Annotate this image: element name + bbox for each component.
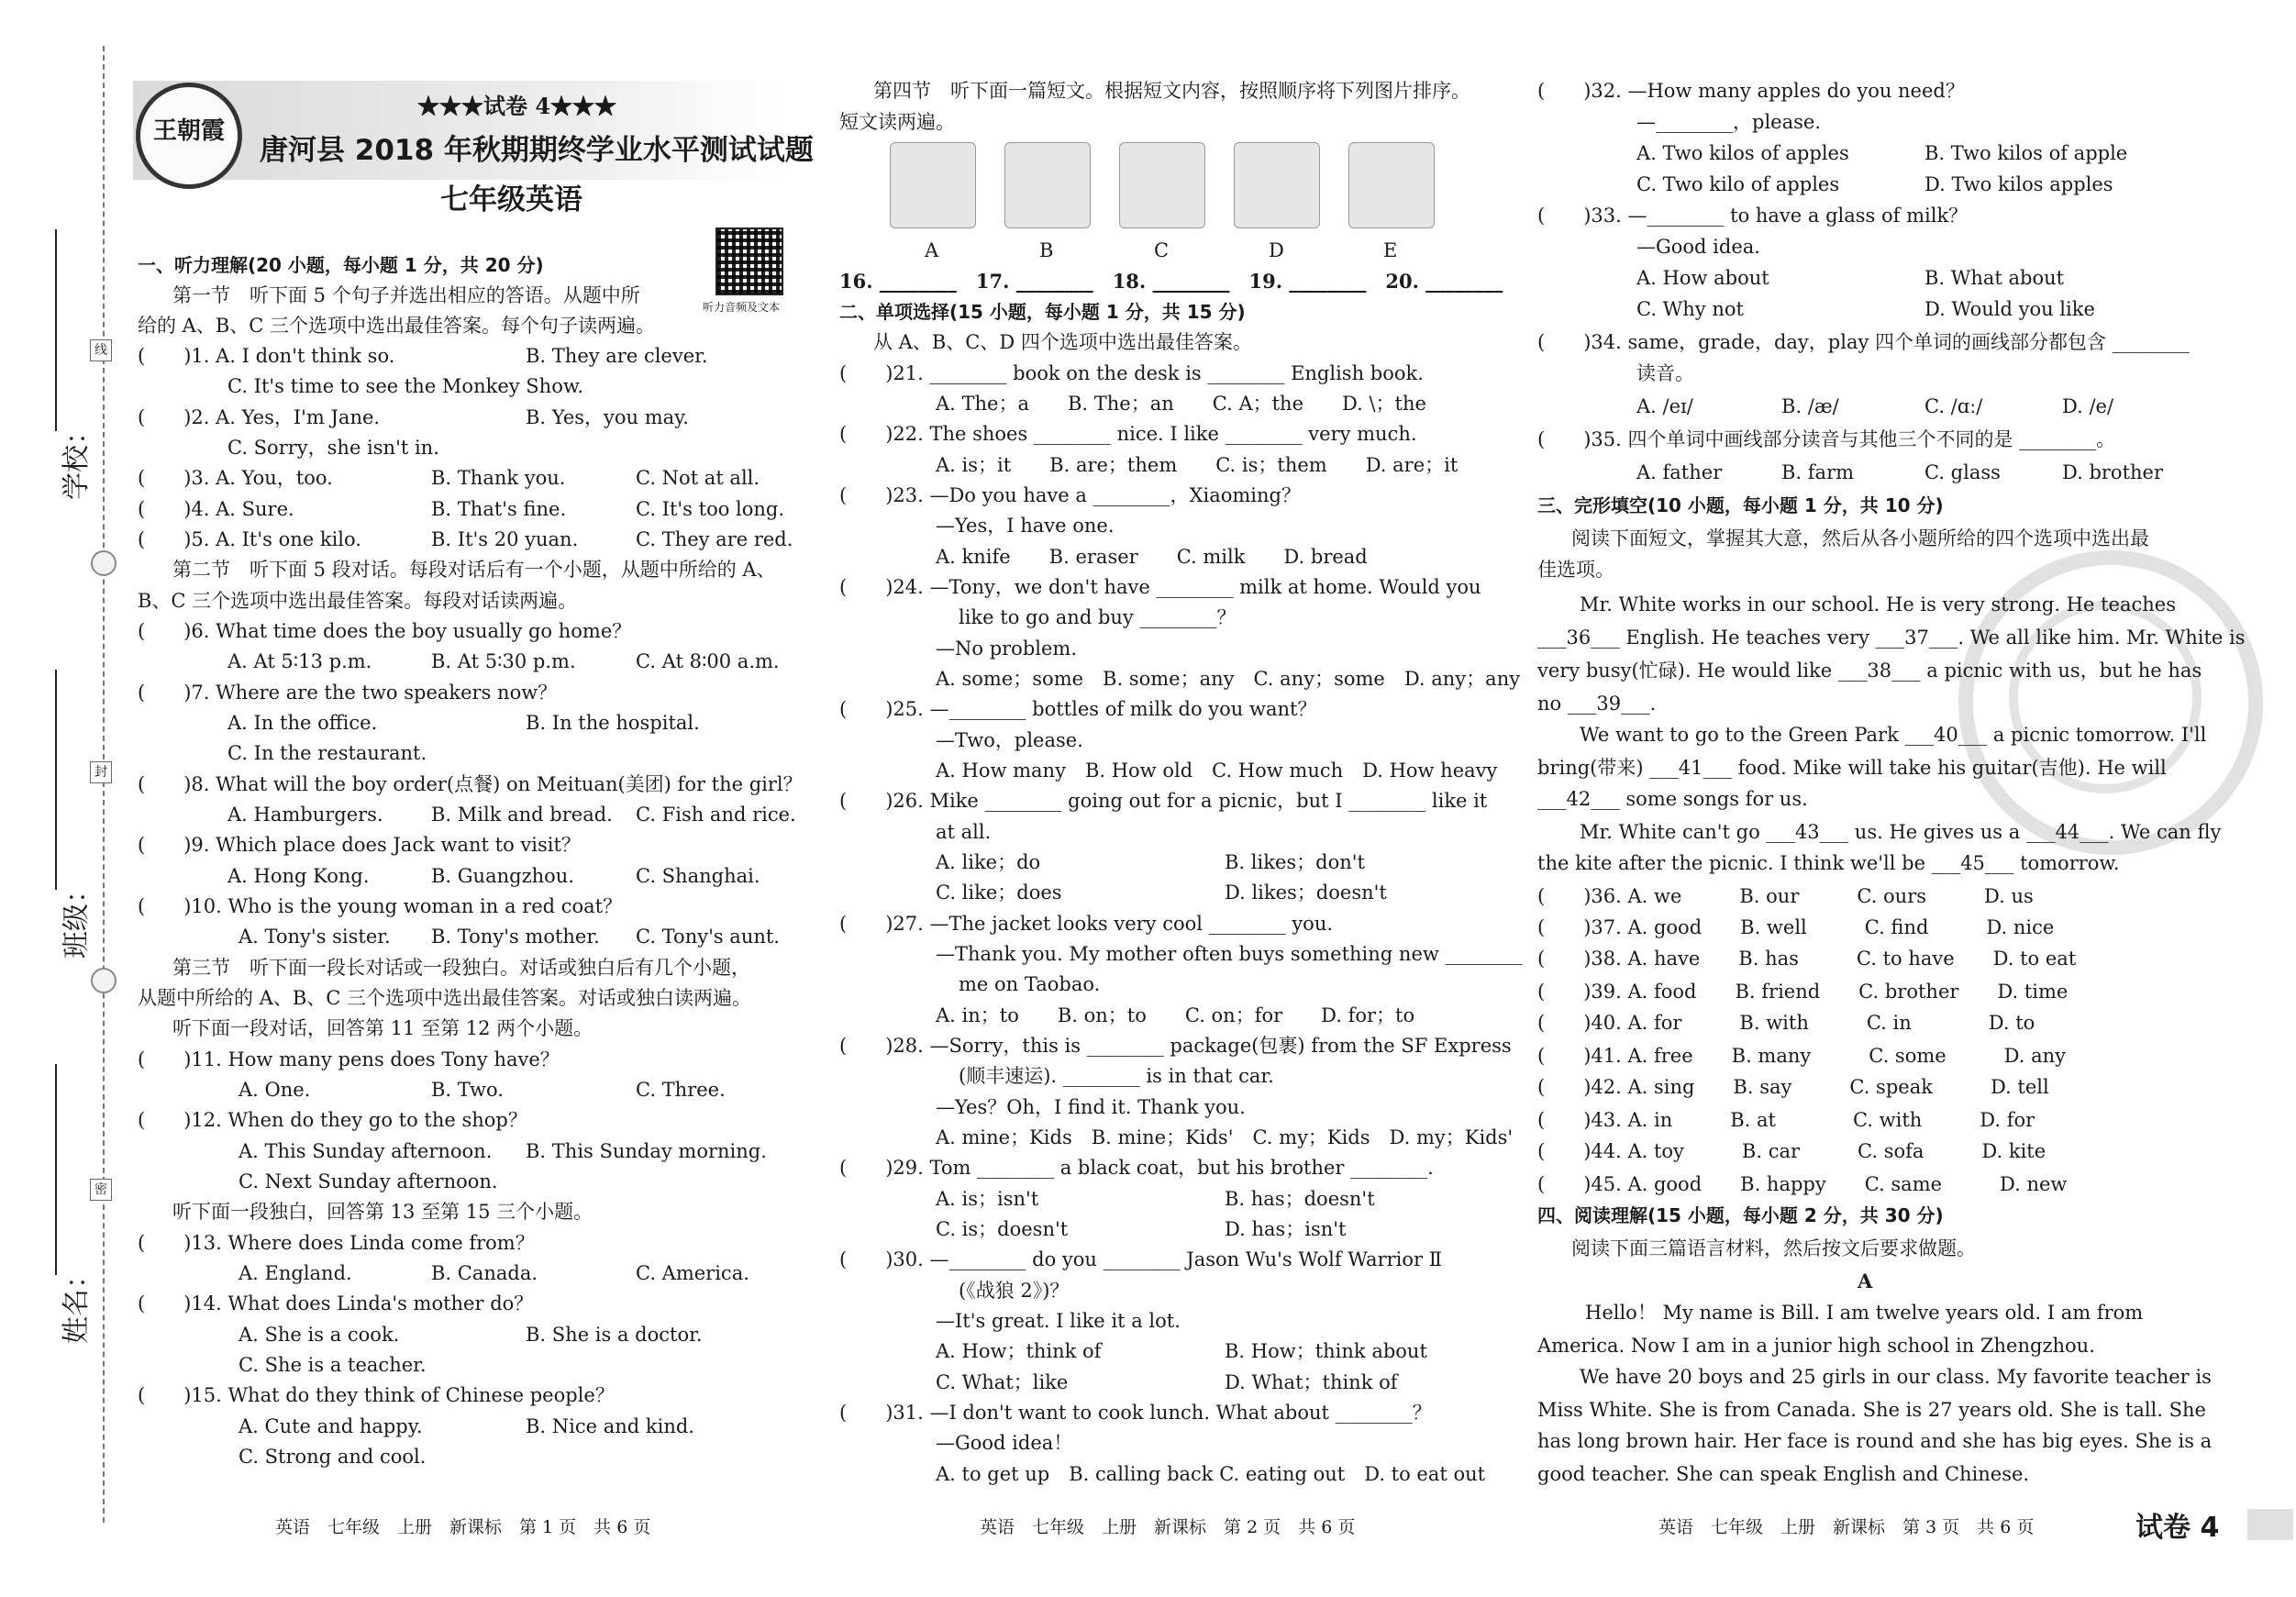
dialogue-line: —Thank you. My mother often buys something new ________ bbox=[936, 943, 1523, 965]
question-23[interactable]: ( )23. —Do you have a ________，Xiaoming？ bbox=[839, 484, 1301, 506]
question-15[interactable]: ( )15. What do they think of Chinese people？ bbox=[138, 1384, 615, 1406]
question-7[interactable]: ( )7. Where are the two speakers now？ bbox=[138, 682, 558, 704]
passage-line: bring(带来) ___41___ food. Mike will take his guitar(吉他). He will bbox=[1537, 757, 2167, 779]
option: A. Hamburgers. bbox=[227, 804, 383, 826]
question-14[interactable]: ( )14. What does Linda's mother do？ bbox=[138, 1292, 534, 1314]
question-1[interactable]: ( )1. A. I don't think so. bbox=[138, 345, 395, 367]
question-2[interactable]: ( )2. A. Yes，I'm Jane. bbox=[138, 406, 381, 428]
option: C. It's too long. bbox=[636, 498, 785, 520]
option: C. Two kilo of apples bbox=[1636, 173, 1840, 195]
option: A. /eɪ/ bbox=[1636, 395, 1693, 417]
picture-letter: E bbox=[1383, 239, 1398, 261]
passage-line: Miss White. She is from Canada. She is 27 years old. She is tall. She bbox=[1537, 1399, 2206, 1421]
question-26[interactable]: ( )26. Mike ________ going out for a picnic，but I ________ like it bbox=[839, 790, 1488, 812]
option: B. Yes，you may. bbox=[526, 406, 689, 428]
option: B. farm bbox=[1781, 461, 1855, 483]
passage-line: We have 20 boys and 25 girls in our class. My favorite teacher is bbox=[1580, 1366, 2212, 1388]
milk-carton-icon bbox=[1119, 142, 1205, 228]
option: B. Two. bbox=[431, 1079, 504, 1101]
option: B. Guangzhou. bbox=[431, 865, 575, 887]
instruction-text: 佳选项。 bbox=[1537, 559, 1614, 581]
qr-code-icon[interactable] bbox=[715, 227, 783, 295]
section-heading: 一、听力理解(20 小题，每小题 1 分，共 20 分) bbox=[138, 254, 544, 276]
question-45[interactable]: ( )45. A. good B. happy C. same D. new bbox=[1537, 1173, 2068, 1195]
option: A. At 5∶13 p.m. bbox=[227, 650, 372, 672]
option: C. Not at all. bbox=[636, 467, 760, 489]
option: B. Milk and bread. bbox=[431, 804, 613, 826]
option: A. Cute and happy. bbox=[238, 1415, 423, 1437]
name-field-label: 姓名： bbox=[61, 1261, 93, 1344]
question-28[interactable]: ( )28. —Sorry，this is ________ package(包裹) from the SF Express bbox=[839, 1035, 1512, 1057]
passage-line: very busy(忙碌). He would like ___38___ a picnic with us，but he has bbox=[1537, 660, 2202, 682]
option: D. What；think of bbox=[1225, 1371, 1398, 1393]
option: C. In the restaurant. bbox=[227, 742, 427, 764]
question-13[interactable]: ( )13. Where does Linda come from？ bbox=[138, 1232, 535, 1254]
option: B. It's 20 yuan. bbox=[431, 528, 579, 550]
passage-line: the kite after the picnic. I think we'll be ___45___ tomorrow. bbox=[1537, 852, 2120, 874]
passage-line: Mr. White can't go ___43___ us. He gives us a ___44___. We can fly bbox=[1580, 821, 2222, 843]
dialogue-line: 读音。 bbox=[1636, 362, 1694, 384]
dialogue-line: —It's great. I like it a lot. bbox=[936, 1310, 1181, 1332]
question-41[interactable]: ( )41. A. free B. many C. some D. any bbox=[1537, 1045, 2067, 1067]
question-35[interactable]: ( )35. 四个单词中画线部分读音与其他三个不同的是 ________。 bbox=[1537, 428, 2116, 450]
question-22[interactable]: ( )22. The shoes ________ nice. I like ________ very much. bbox=[839, 423, 1417, 445]
option: B. has；doesn't bbox=[1225, 1188, 1375, 1210]
option: B. Nice and kind. bbox=[526, 1415, 694, 1437]
question-9[interactable]: ( )9. Which place does Jack want to visit？ bbox=[138, 834, 581, 856]
passage-label: A bbox=[1858, 1270, 1873, 1292]
option: C. She is a teacher. bbox=[238, 1354, 427, 1376]
passage-line: America. Now I am in a junior high school in Zhengzhou. bbox=[1537, 1335, 2095, 1357]
option: C. Why not bbox=[1636, 298, 1744, 320]
option: A. is；isn't bbox=[936, 1188, 1039, 1210]
dialogue-line: —________，please. bbox=[1636, 111, 1821, 133]
option: C. glass bbox=[1924, 461, 2001, 483]
instruction-text: 短文读两遍。 bbox=[839, 111, 955, 133]
option: A. England. bbox=[238, 1262, 352, 1284]
picture-letter: C bbox=[1154, 239, 1170, 261]
option: C. like；does bbox=[936, 882, 1062, 904]
option: A. Two kilos of apples bbox=[1636, 142, 1849, 164]
question-39[interactable]: ( )39. A. food B. friend C. brother D. time bbox=[1537, 981, 2069, 1003]
question-40[interactable]: ( )40. A. for B. with C. in D. to bbox=[1537, 1012, 2035, 1034]
option-row: A. is；it B. are；them C. is；them D. are；it bbox=[936, 454, 1459, 476]
instruction-text: 第二节 听下面 5 段对话。每段对话后有一个小题，从题中所给的 A、 bbox=[172, 559, 776, 581]
question-29[interactable]: ( )29. Tom ________ a black coat，but his brother ________. bbox=[839, 1157, 1434, 1179]
option: C. Next Sunday afternoon. bbox=[238, 1170, 498, 1192]
instruction-text: 听下面一段独白，回答第 13 至第 15 三个小题。 bbox=[172, 1201, 593, 1223]
brand-logo: 王朝霞 bbox=[136, 83, 242, 189]
option-row: A. in；to B. on；to C. on；for D. for；to bbox=[936, 1004, 1415, 1026]
seal-mark-feng: 封 bbox=[90, 761, 112, 783]
option-row: A. knife B. eraser C. milk D. bread bbox=[936, 546, 1368, 568]
school-field-label: 学校： bbox=[61, 417, 93, 500]
option: B. This Sunday morning. bbox=[526, 1140, 767, 1162]
question-12[interactable]: ( )12. When do they go to the shop？ bbox=[138, 1109, 527, 1131]
option: C. Shanghai. bbox=[636, 865, 760, 887]
seal-punch-hole bbox=[91, 968, 116, 993]
option: B. What about bbox=[1924, 267, 2065, 289]
option: C. America. bbox=[636, 1262, 749, 1284]
dialogue-line: like to go and buy ________？ bbox=[959, 606, 1237, 628]
instruction-text: 第四节 听下面一篇短文。根据短文内容，按照顺序将下列图片排序。 bbox=[873, 80, 1470, 102]
dialogue-line: (《战狼 2》)？ bbox=[959, 1280, 1070, 1302]
picture-letter: D bbox=[1269, 239, 1284, 261]
option-row: A. some；some B. some；any C. any；some D. any；any bbox=[936, 668, 1521, 690]
option: A. One. bbox=[238, 1079, 311, 1101]
option: C. It's time to see the Monkey Show. bbox=[227, 375, 584, 397]
passage-line: has long brown hair. Her face is round and she has big eyes. She is a bbox=[1537, 1430, 2213, 1452]
picture-letter: B bbox=[1039, 239, 1054, 261]
option: B. Two kilos of apple bbox=[1924, 142, 2128, 164]
page-footer: 英语 七年级 上册 新课标 第 3 页 共 6 页 bbox=[1658, 1517, 2035, 1537]
eggs-icon bbox=[1004, 142, 1091, 228]
option: B. Canada. bbox=[431, 1262, 538, 1284]
section-heading: 二、单项选择(15 小题，每小题 1 分，共 15 分) bbox=[839, 301, 1246, 323]
option-row: A. How many B. How old C. How much D. How heavy bbox=[936, 760, 1498, 782]
sneakers-icon bbox=[1348, 142, 1435, 228]
picture-letter: A bbox=[925, 239, 939, 261]
question-37[interactable]: ( )37. A. good B. well C. find D. nice bbox=[1537, 916, 2055, 938]
name-field-line[interactable] bbox=[55, 1064, 57, 1275]
option-row: A. mine；Kids B. mine；Kids' C. my；Kids D. my；Kids' bbox=[936, 1126, 1514, 1148]
school-field-line[interactable] bbox=[55, 229, 57, 431]
instruction-text: 给的 A、B、C 三个选项中选出最佳答案。每个句子读两遍。 bbox=[138, 315, 656, 337]
dress-icon bbox=[890, 142, 976, 228]
exam-title: 唐河县 2018 年秋期期终学业水平测试试题 bbox=[260, 134, 814, 167]
dialogue-line: —Good idea. bbox=[1636, 236, 1760, 258]
option: A. How；think of bbox=[936, 1340, 1102, 1362]
seal-punch-hole bbox=[91, 550, 116, 576]
question-43[interactable]: ( )43. A. in B. at C. with D. for bbox=[1537, 1109, 2035, 1131]
question-42[interactable]: ( )42. A. sing B. say C. speak D. tell bbox=[1537, 1076, 2049, 1098]
instruction-text: 从 A、B、C、D 四个选项中选出最佳答案。 bbox=[873, 331, 1252, 353]
question-30[interactable]: ( )30. —________ do you ________ Jason Wu's Wolf Warrior Ⅱ bbox=[839, 1248, 1442, 1270]
passage-line: good teacher. She can speak English and Chinese. bbox=[1537, 1463, 2030, 1485]
option: B. She is a doctor. bbox=[526, 1324, 703, 1346]
option: B. likes；don't bbox=[1225, 851, 1365, 873]
question-31[interactable]: ( )31. —I don't want to cook lunch. What about ________？ bbox=[839, 1402, 1432, 1424]
option: B. That's fine. bbox=[431, 498, 567, 520]
option: B. /æ/ bbox=[1781, 395, 1839, 417]
option: C. They are red. bbox=[636, 528, 793, 550]
instruction-text: 从题中所给的 A、B、C 三个选项中选出最佳答案。对话或独白读两遍。 bbox=[138, 987, 752, 1009]
exam-subtitle: 七年级英语 bbox=[440, 183, 582, 216]
question-4[interactable]: ( )4. A. Sure. bbox=[138, 498, 294, 520]
dialogue-line: —Good idea！ bbox=[936, 1432, 1073, 1454]
question-33[interactable]: ( )33. —________ to have a glass of milk？ bbox=[1537, 205, 1969, 227]
option: D. Two kilos apples bbox=[1924, 173, 2113, 195]
option: C. is；doesn't bbox=[936, 1218, 1069, 1240]
instruction-text: 阅读下面三篇语言材料，然后按文后要求做题。 bbox=[1571, 1237, 1976, 1259]
question-32[interactable]: ( )32. —How many apples do you need？ bbox=[1537, 80, 1965, 102]
option: D. likes；doesn't bbox=[1225, 882, 1387, 904]
question-36[interactable]: ( )36. A. we B. our C. ours D. us bbox=[1537, 885, 2034, 907]
dialogue-line: me on Taobao. bbox=[959, 973, 1101, 995]
option: D. brother bbox=[2062, 461, 2163, 483]
question-44[interactable]: ( )44. A. toy B. car C. sofa D. kite bbox=[1537, 1140, 2046, 1162]
question-27[interactable]: ( )27. —The jacket looks very cool ________ you. bbox=[839, 913, 1334, 935]
question-10[interactable]: ( )10. Who is the young woman in a red coat？ bbox=[138, 895, 623, 917]
dialogue-line: (顺丰速运). ________ is in that car. bbox=[959, 1065, 1274, 1087]
question-34[interactable]: ( )34. same，grade，day，play 四个单词的画线部分都包含 ________ bbox=[1537, 331, 2190, 353]
passage-line: We want to go to the Green Park ___40___ a picnic tomorrow. I'll bbox=[1580, 724, 2207, 746]
instruction-text: 第三节 听下面一段长对话或一段独白。对话或独白后有几个小题， bbox=[172, 957, 750, 979]
class-field-line[interactable] bbox=[55, 670, 57, 890]
option: B. Thank you. bbox=[431, 467, 566, 489]
dialogue-line: at all. bbox=[936, 821, 992, 843]
instruction-text: 听下面一段对话，回答第 11 至第 12 两个小题。 bbox=[172, 1017, 593, 1039]
option: C. Sorry，she isn't in. bbox=[227, 437, 439, 459]
question-3[interactable]: ( )3. A. You，too. bbox=[138, 467, 333, 489]
page-footer: 英语 七年级 上册 新课标 第 1 页 共 6 页 bbox=[275, 1517, 651, 1537]
option: A. In the office. bbox=[227, 712, 378, 734]
option: B. Tony's mother. bbox=[431, 926, 600, 948]
option: C. /ɑː/ bbox=[1924, 395, 1983, 417]
question-11[interactable]: ( )11. How many pens does Tony have？ bbox=[138, 1048, 560, 1070]
option: C. What；like bbox=[936, 1371, 1069, 1393]
page-footer: 英语 七年级 上册 新课标 第 2 页 共 6 页 bbox=[980, 1517, 1356, 1537]
passage-line: Mr. White works in our school. He is very strong. He teaches bbox=[1580, 593, 2176, 616]
paper-series: ★★★试卷 4★★★ bbox=[417, 93, 617, 119]
question-24[interactable]: ( )24. —Tony，we don't have ________ milk at home. Would you bbox=[839, 576, 1481, 598]
option: A. like；do bbox=[936, 851, 1041, 873]
option: C. Tony's aunt. bbox=[636, 926, 780, 948]
option: B. In the hospital. bbox=[526, 712, 700, 734]
option: B. How；think about bbox=[1225, 1340, 1427, 1362]
coat-icon bbox=[1234, 142, 1320, 228]
section-heading: 四、阅读理解(15 小题，每小题 2 分，共 30 分) bbox=[1537, 1204, 1944, 1226]
option: C. At 8∶00 a.m. bbox=[636, 650, 780, 672]
answer-blanks-16-20[interactable]: 16. ________ 17. ________ 18. ________ 19. ________ 20. ________ bbox=[839, 270, 1503, 293]
dialogue-line: —Yes，I have one. bbox=[936, 515, 1115, 537]
instruction-text: B、C 三个选项中选出最佳答案。每段对话读两遍。 bbox=[138, 590, 578, 612]
instruction-text: 阅读下面短文，掌握其大意，然后从各小题所给的四个选项中选出最 bbox=[1571, 527, 2149, 549]
corner-paper-tag: 试卷 4 bbox=[2135, 1512, 2220, 1544]
option-row: A. The；a B. The；an C. A；the D. \；the bbox=[936, 393, 1426, 415]
option: A. She is a cook. bbox=[238, 1324, 400, 1346]
question-21[interactable]: ( )21. ________ book on the desk is ________ English book. bbox=[839, 362, 1424, 384]
question-5[interactable]: ( )5. A. It's one kilo. bbox=[138, 528, 361, 550]
passage-line: Hello！ My name is Bill. I am twelve years old. I am from bbox=[1585, 1302, 2144, 1324]
option: B. At 5∶30 p.m. bbox=[431, 650, 576, 672]
passage-line: ___42___ some songs for us. bbox=[1537, 788, 1808, 810]
dialogue-line: —Yes？Oh，I find it. Thank you. bbox=[936, 1096, 1246, 1118]
instruction-text: 第一节 听下面 5 个句子并选出相应的答语。从题中所 bbox=[172, 284, 640, 306]
seal-mark-xian: 线 bbox=[90, 339, 112, 361]
option: D. has；isn't bbox=[1225, 1218, 1347, 1240]
dialogue-line: —No problem. bbox=[936, 638, 1077, 660]
option: C. Three. bbox=[636, 1079, 726, 1101]
class-field-label: 班级： bbox=[61, 876, 93, 959]
question-38[interactable]: ( )38. A. have B. has C. to have D. to eat bbox=[1537, 948, 2077, 970]
dialogue-line: —Two，please. bbox=[936, 729, 1083, 751]
option: C. Strong and cool. bbox=[238, 1446, 427, 1468]
question-6[interactable]: ( )6. What time does the boy usually go home？ bbox=[138, 620, 632, 642]
option: A. This Sunday afternoon. bbox=[238, 1140, 493, 1162]
option: D. Would you like bbox=[1924, 298, 2095, 320]
option: A. father bbox=[1636, 461, 1723, 483]
section-heading: 三、完形填空(10 小题，每小题 1 分，共 10 分) bbox=[1537, 494, 1944, 516]
option: B. They are clever. bbox=[526, 345, 708, 367]
qr-caption: 听力音频及文本 bbox=[703, 301, 781, 314]
option: C. Fish and rice. bbox=[636, 804, 796, 826]
passage-line: ___36___ English. He teaches very ___37___. We all like him. Mr. White is bbox=[1537, 627, 2246, 649]
passage-line: no ___39___. bbox=[1537, 693, 1657, 715]
option-row: A. to get up B. calling back C. eating out D. to eat out bbox=[936, 1463, 1486, 1485]
seal-mark-mi: 密 bbox=[90, 1179, 112, 1201]
question-25[interactable]: ( )25. —________ bottles of milk do you want？ bbox=[839, 698, 1317, 720]
corner-tab bbox=[2247, 1509, 2293, 1540]
option: A. Tony's sister. bbox=[238, 926, 391, 948]
seal-dashed-line bbox=[103, 46, 105, 1523]
question-8[interactable]: ( )8. What will the boy order(点餐) on Meituan(美团) for the girl？ bbox=[138, 773, 803, 795]
option: A. Hong Kong. bbox=[227, 865, 370, 887]
option: D. /e/ bbox=[2062, 395, 2114, 417]
option: A. How about bbox=[1636, 267, 1769, 289]
